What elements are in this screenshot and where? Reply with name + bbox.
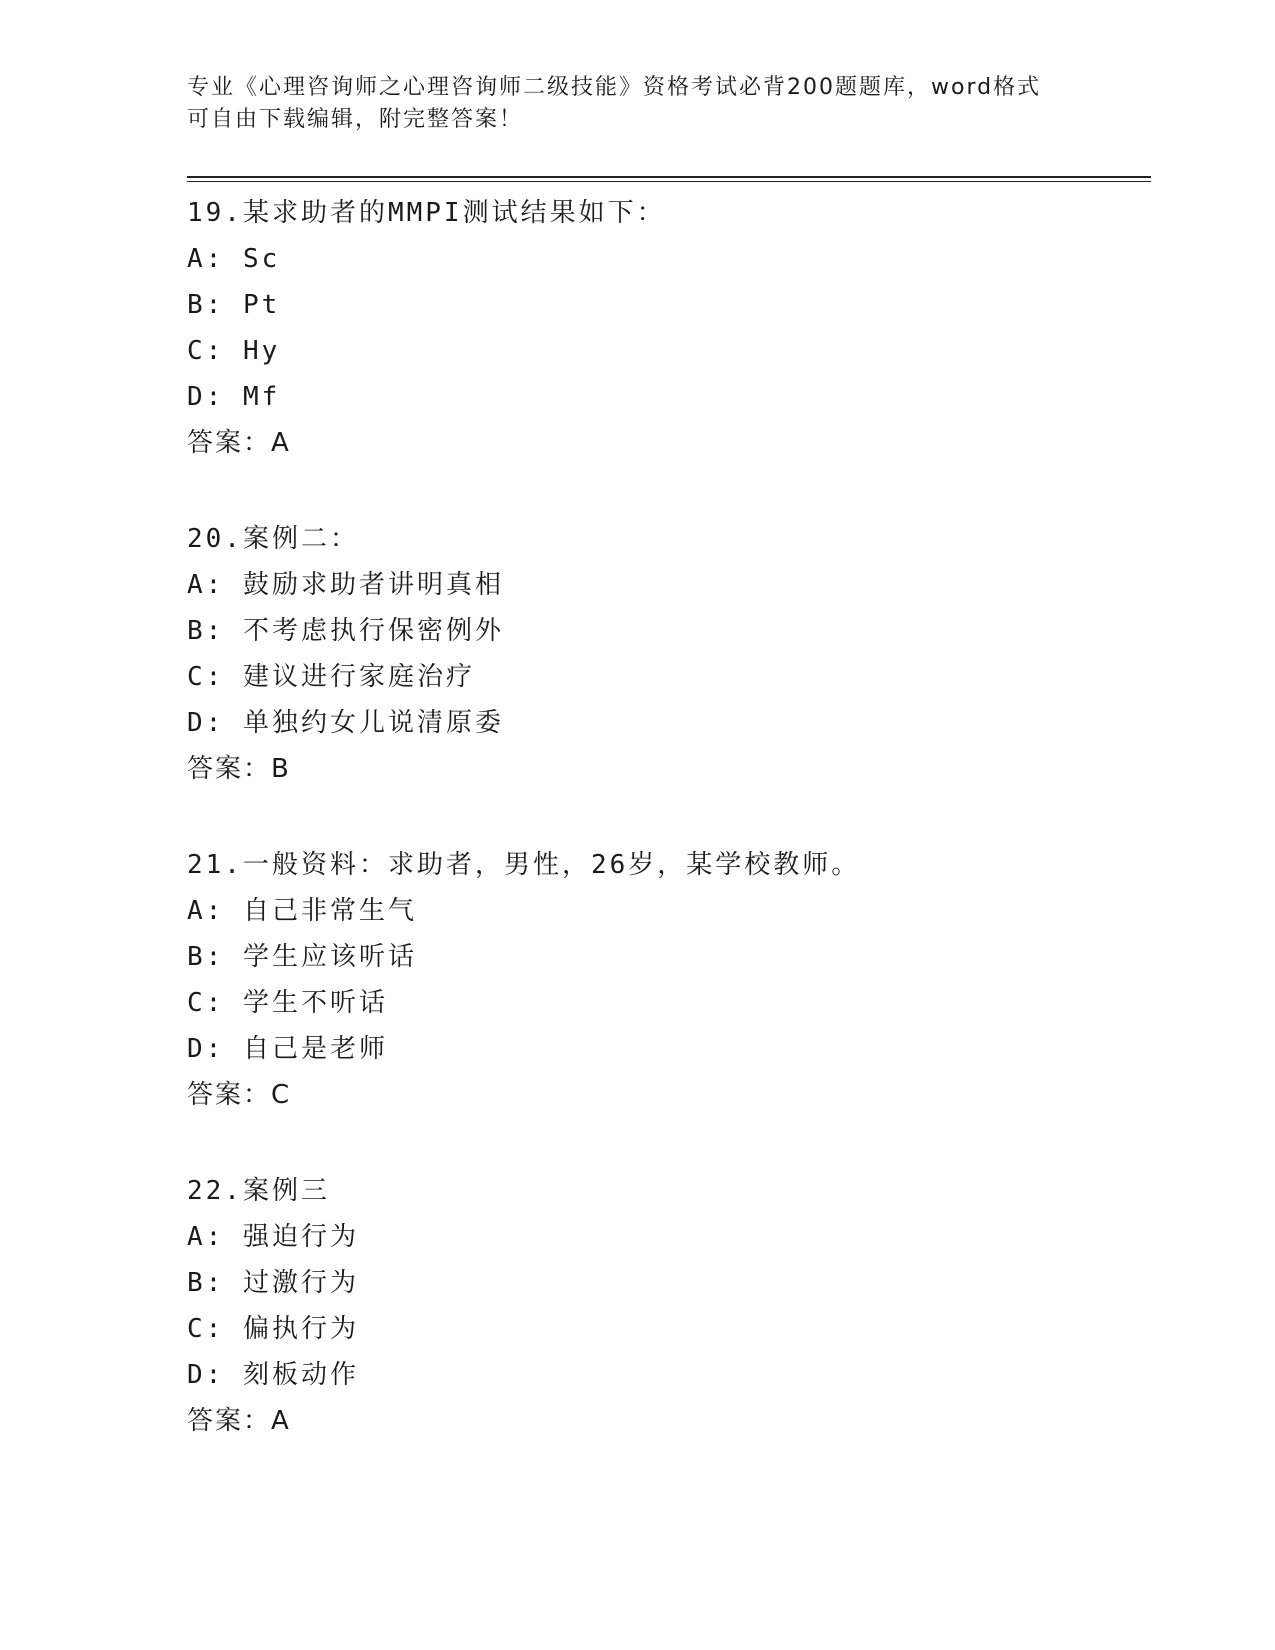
option-text: Hy: [242, 336, 281, 366]
header-divider-thick: [187, 176, 1151, 178]
question-21: [187, 842, 1147, 1118]
header-line-1: 专业《心理咨询师之心理咨询师二级技能》资格考试必背200题题库，word格式: [187, 75, 1042, 100]
option-text: 强迫行为: [242, 1222, 359, 1252]
option-a: [187, 236, 1147, 282]
option-c: [187, 328, 1147, 374]
header-divider-thin: [187, 181, 1151, 182]
option-a: [187, 888, 1147, 934]
option-a: [187, 562, 1147, 608]
question-19: [187, 190, 1147, 466]
option-text: Sc: [242, 244, 281, 274]
option-text: 自己非常生气: [242, 896, 417, 926]
option-text: 自己是老师: [242, 1034, 388, 1064]
option-text: 过激行为: [242, 1268, 359, 1298]
question-title: 21.一般资料：求助者，男性，26岁，某学校教师。: [187, 850, 861, 880]
question-22: [187, 1168, 1147, 1444]
option-text: 建议进行家庭治疗: [242, 662, 475, 692]
option-c: [187, 1306, 1147, 1352]
option-a: [187, 1214, 1147, 1260]
document-header: [187, 72, 1087, 136]
option-label: C:: [187, 336, 225, 366]
option-label: C:: [187, 988, 225, 1018]
answer-line: 答案：C: [187, 1080, 292, 1110]
option-label: B:: [187, 1268, 225, 1298]
option-label: B:: [187, 616, 225, 646]
option-d: [187, 1352, 1147, 1398]
option-label: D:: [187, 382, 225, 412]
option-text: 鼓励求助者讲明真相: [242, 570, 504, 600]
option-label: A:: [187, 1222, 225, 1252]
option-label: A:: [187, 896, 225, 926]
option-b: [187, 1260, 1147, 1306]
option-label: B:: [187, 290, 225, 320]
option-text: 学生应该听话: [242, 942, 417, 972]
option-label: D:: [187, 1360, 225, 1390]
option-c: [187, 980, 1147, 1026]
option-d: [187, 1026, 1147, 1072]
option-d: [187, 374, 1147, 420]
option-text: 单独约女儿说清原委: [242, 708, 504, 738]
option-label: A:: [187, 244, 225, 274]
option-label: A:: [187, 570, 225, 600]
option-text: 刻板动作: [242, 1360, 359, 1390]
question-title: 19.某求助者的MMPI测试结果如下：: [187, 198, 666, 228]
option-text: 偏执行为: [242, 1314, 359, 1344]
option-text: Pt: [242, 290, 281, 320]
option-text: 不考虑执行保密例外: [242, 616, 504, 646]
option-label: D:: [187, 708, 225, 738]
option-label: C:: [187, 662, 225, 692]
question-title: 22.案例三: [187, 1176, 330, 1206]
question-list: [187, 190, 1147, 1444]
option-b: [187, 282, 1147, 328]
option-c: [187, 654, 1147, 700]
header-line-2: 可自由下载编辑，附完整答案！: [187, 107, 524, 132]
question-title: 20.案例二：: [187, 524, 359, 554]
option-label: D:: [187, 1034, 225, 1064]
answer-line: 答案：A: [187, 1406, 291, 1436]
option-b: [187, 608, 1147, 654]
answer-line: 答案：B: [187, 754, 291, 784]
option-b: [187, 934, 1147, 980]
question-20: [187, 516, 1147, 792]
answer-line: 答案：A: [187, 428, 291, 458]
option-text: 学生不听话: [242, 988, 388, 1018]
option-label: B:: [187, 942, 225, 972]
option-text: Mf: [242, 382, 281, 412]
option-label: C:: [187, 1314, 225, 1344]
option-d: [187, 700, 1147, 746]
